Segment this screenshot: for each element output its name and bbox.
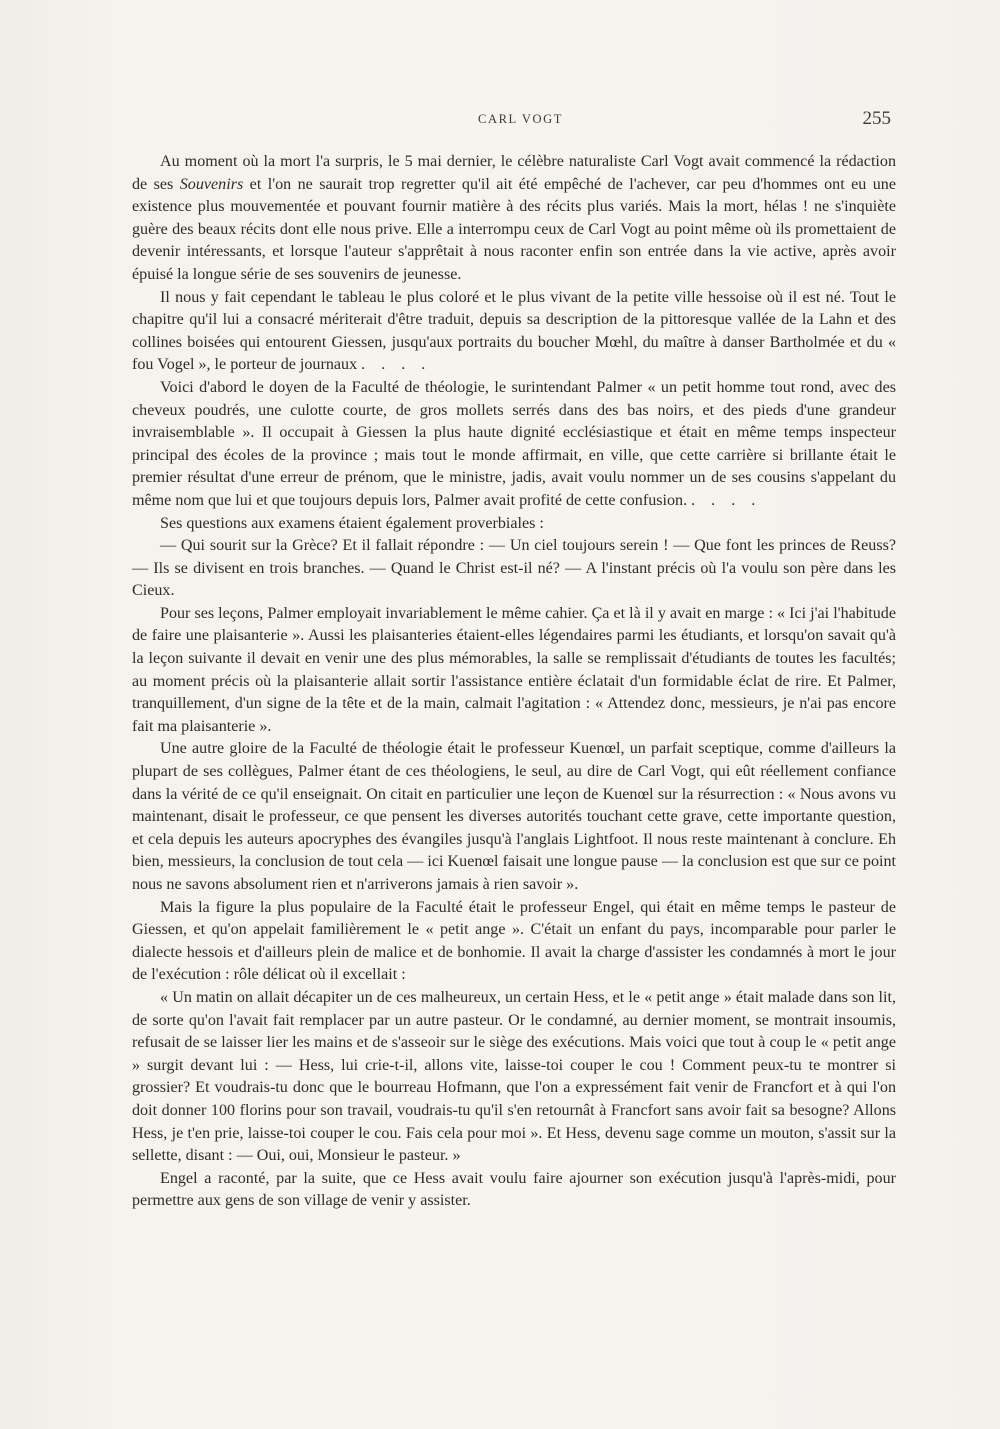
article-body xyxy=(132,151,896,1213)
paragraph: « Un matin on allait décapiter un de ces malheureux, un certain Hess, et le « petit ange » était malade dans son lit, de sorte qu'on l'avait fait remplacer par un autre pasteur. Or le condamné, au dernier moment, se montrait insoumis, refusait de se laisser lier les mains et de s'asseoir sur le siège des exécutions. Mais voici que tout à coup le « petit ange » surgit devant lui : — Hess, lui crie-t-il, allons vite, laisse-toi couper le cou ! Comment peux-tu te montrer si grossier? Et voudrais-tu donc que le bourreau Hofmann, que l'on a expressément fait venir de Francfort et à qui l'on doit donner 100 florins pour son travail, voudrais-tu qu'il s'en retournât à Francfort sans avoir fait sa besogne? Allons Hess, je t'en prie, laisse-toi couper le cou. Fais cela pour moi ». Et Hess, devenu sage comme un mouton, s'assit sur la sellette, disant : — Oui, oui, Monsieur le pasteur. » xyxy=(132,988,896,1165)
book-title: Souvenirs xyxy=(179,175,244,193)
ellipsis-dots: . . . . xyxy=(691,491,762,509)
running-header xyxy=(148,108,893,132)
paragraph: Engel a raconté, par la suite, que ce Hess avait voulu faire ajourner son exécution jusqu'à l'après-midi, pour permettre aux gens de son village de venir y assister. xyxy=(132,1169,896,1210)
paragraph: Pour ses leçons, Palmer employait invariablement le même cahier. Ça et là il y avait en marge : « Ici j'ai l'habitude de faire une plaisanterie ». Aussi les plaisanteries étaient-elles légendaires parmi les étudiants, et lorsqu'on savait qu'à la leçon suivante il devait en venir une des plus mémorables, la salle se remplissait d'étudiants de toutes les facultés; au moment précis où la plaisanterie allait sortir l'assistance entière éclatait d'un formidable éclat de rire. Et Palmer, tranquillement, d'un signe de la tête et de la main, calmait l'agitation : « Attendez donc, messieurs, je n'ai pas encore fait ma plaisanterie ». xyxy=(132,604,896,735)
page-number: 255 xyxy=(862,108,891,129)
paragraph: Au moment où la mort l'a surpris, le 5 mai dernier, le célèbre naturaliste Carl Vogt avait commencé la rédaction de ses Souvenirs et l'on ne saurait trop regretter qu'il ait été empêché de l'achever, car peu d'hommes ont eu une existence plus mouvementée et pouvant fournir matière à des récits plus variés. Mais la mort, hélas ! ne s'inquiète guère des beaux récits dont elle nous prive. Elle a interrompu ceux de Carl Vogt au point même où ils promettaient de devenir intéressants, et lorsque l'auteur s'apprêtait à nous raconter enfin son entrée dans la vie active, après avoir épuisé la longue série de ses souvenirs de jeunesse. xyxy=(132,153,897,283)
ellipsis-dots: . . . . xyxy=(361,356,432,374)
paragraph: Mais la figure la plus populaire de la Faculté était le professeur Engel, qui était en même temps le pasteur de Giessen, et qu'on appelait familièrement le « petit ange ». C'était un enfant du pays, incomparable pour parler le dialecte hessois et d'ailleurs plein de malice et de bonhomie. Il avait la charge d'assister les condamnés à mort le jour de l'exécution : rôle délicat où il excellait : xyxy=(132,898,896,984)
paragraph: Une autre gloire de la Faculté de théologie était le professeur Kuenœl, un parfait sceptique, comme d'ailleurs la plupart de ses collègues, Palmer étant de ces théologiens, le seul, au dire de Carl Vogt, qui eût réellement confiance dans la vérité de ce qu'il enseignait. On citait en particulier une leçon de Kuenœl sur la résurrection : « Nous avons vu maintenant, disait le professeur, ce que pensent les diverses autorités touchant cette grave, cette importante question, et cela depuis les auteurs apocryphes des évangiles jusqu'à l'anglais Lightfoot. Il nous reste maintenant à conclure. Eh bien, messieurs, la conclusion de tout cela — ici Kuenœl faisait une longue pause — la conclusion est que sur ce point nous ne savons absolument rien et n'arriverons jamais à rien savoir ». xyxy=(132,740,896,893)
paragraph: Voici d'abord le doyen de la Faculté de théologie, le surintendant Palmer « un petit homme tout rond, avec des cheveux poudrés, une culotte courte, de gros mollets serrés dans des bas noirs, et des pieds d'une grandeur invraisemblable ». Il occupait à Giessen la plus haute dignité ecclésiastique et était en même temps inspecteur principal des écoles de la province ; mais tout le monde affirmait, en ville, que cette carrière si brillante était le premier résultat d'une erreur de prénom, que le ministre, jadis, avait voulu nommer un de ses cousins s'appelant du même nom que lui et que toujours depuis lors, Palmer avait profité de cette confusion. . . . . xyxy=(132,378,896,509)
running-title: CARL VOGT xyxy=(478,112,563,126)
paragraph: Ses questions aux examens étaient également proverbiales : xyxy=(160,514,544,532)
paragraph: — Qui sourit sur la Grèce? Et il fallait répondre : — Un ciel toujours serein ! — Que font les princes de Reuss? — Ils se divisent en trois branches. — Quand le Christ est-il né? — A l'instant précis où l'a voulu son père dans les Cieux. xyxy=(132,537,896,600)
paragraph: Il nous y fait cependant le tableau le plus coloré et le plus vivant de la petite ville hessoise où il est né. Tout le chapitre qu'il lui a consacré mériterait d'être traduit, depuis sa description de la pittoresque vallée de la Lahn et des collines boisées qui entourent Giessen, jusqu'aux portraits du boucher Mœhl, du maître à danser Bartholmée et du « fou Vogel », le porteur de journaux . . . . xyxy=(132,288,896,374)
